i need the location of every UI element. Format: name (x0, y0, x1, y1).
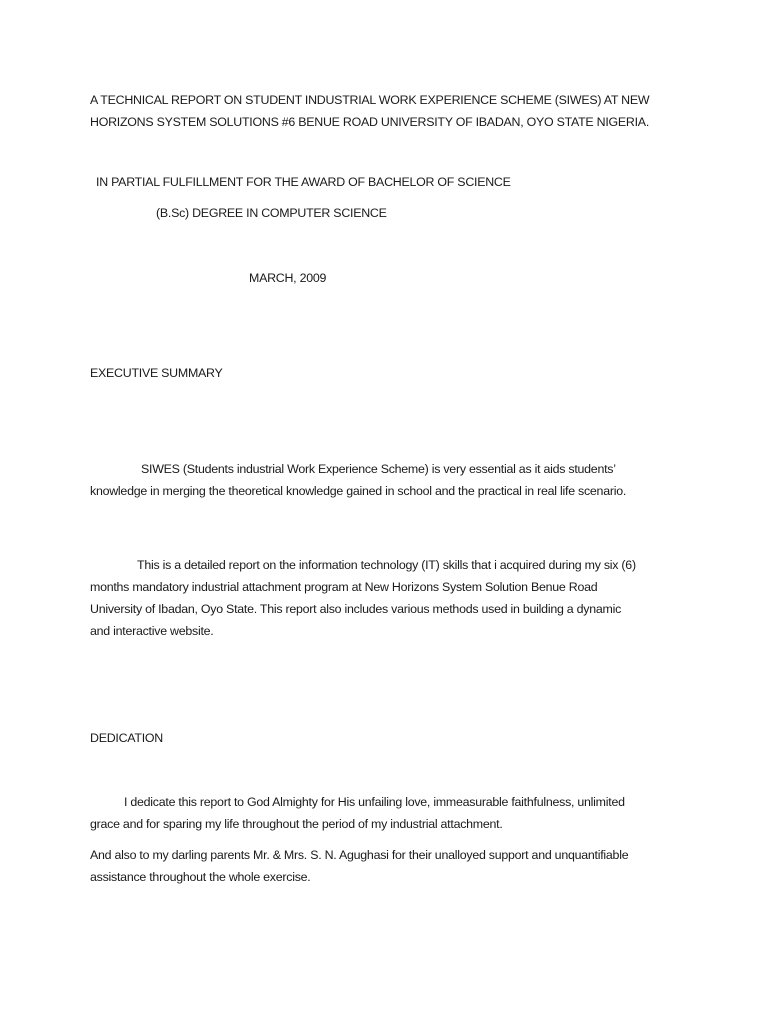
summary-para1-line-2: knowledge in merging the theoretical knowledge gained in school and the practical in real life scenario. (90, 484, 627, 498)
executive-summary-heading: EXECUTIVE SUMMARY (90, 366, 223, 380)
dedication-para2-line-1: And also to my darling parents Mr. & Mrs. S. N. Agughasi for their unalloyed support and unquantifiable (90, 848, 629, 862)
dedication-para2-line-2: assistance throughout the whole exercise. (90, 870, 311, 884)
summary-para1-line-1: SIWES (Students industrial Work Experience Scheme) is very essential as it aids students’ (141, 462, 616, 476)
dedication-para1-line-2: grace and for sparing my life throughout the period of my industrial attachment. (90, 817, 503, 831)
report-title-line-2: HORIZONS SYSTEM SOLUTIONS #6 BENUE ROAD UNIVERSITY OF IBADAN, OYO STATE NIGERIA. (90, 115, 650, 129)
summary-para2-line-4: and interactive website. (90, 624, 214, 638)
report-title-line-1: A TECHNICAL REPORT ON STUDENT INDUSTRIAL WORK EXPERIENCE SCHEME (SIWES) AT NEW (90, 93, 650, 107)
fulfillment-line-2: (B.Sc) DEGREE IN COMPUTER SCIENCE (156, 206, 387, 220)
summary-para2-line-3: University of Ibadan, Oyo State. This report also includes various methods used in building a dynamic (90, 602, 622, 616)
report-date: MARCH, 2009 (249, 271, 327, 285)
dedication-para1-line-1: I dedicate this report to God Almighty for His unfailing love, immeasurable faithfulness, unlimited (124, 795, 625, 809)
summary-para2-line-1: This is a detailed report on the information technology (IT) skills that i acquired during my six (6) (137, 558, 636, 572)
fulfillment-line-1: IN PARTIAL FULFILLMENT FOR THE AWARD OF BACHELOR OF SCIENCE (96, 175, 511, 189)
dedication-heading: DEDICATION (90, 731, 163, 745)
summary-para2-line-2: months mandatory industrial attachment program at New Horizons System Solution Benue Road (90, 580, 598, 594)
